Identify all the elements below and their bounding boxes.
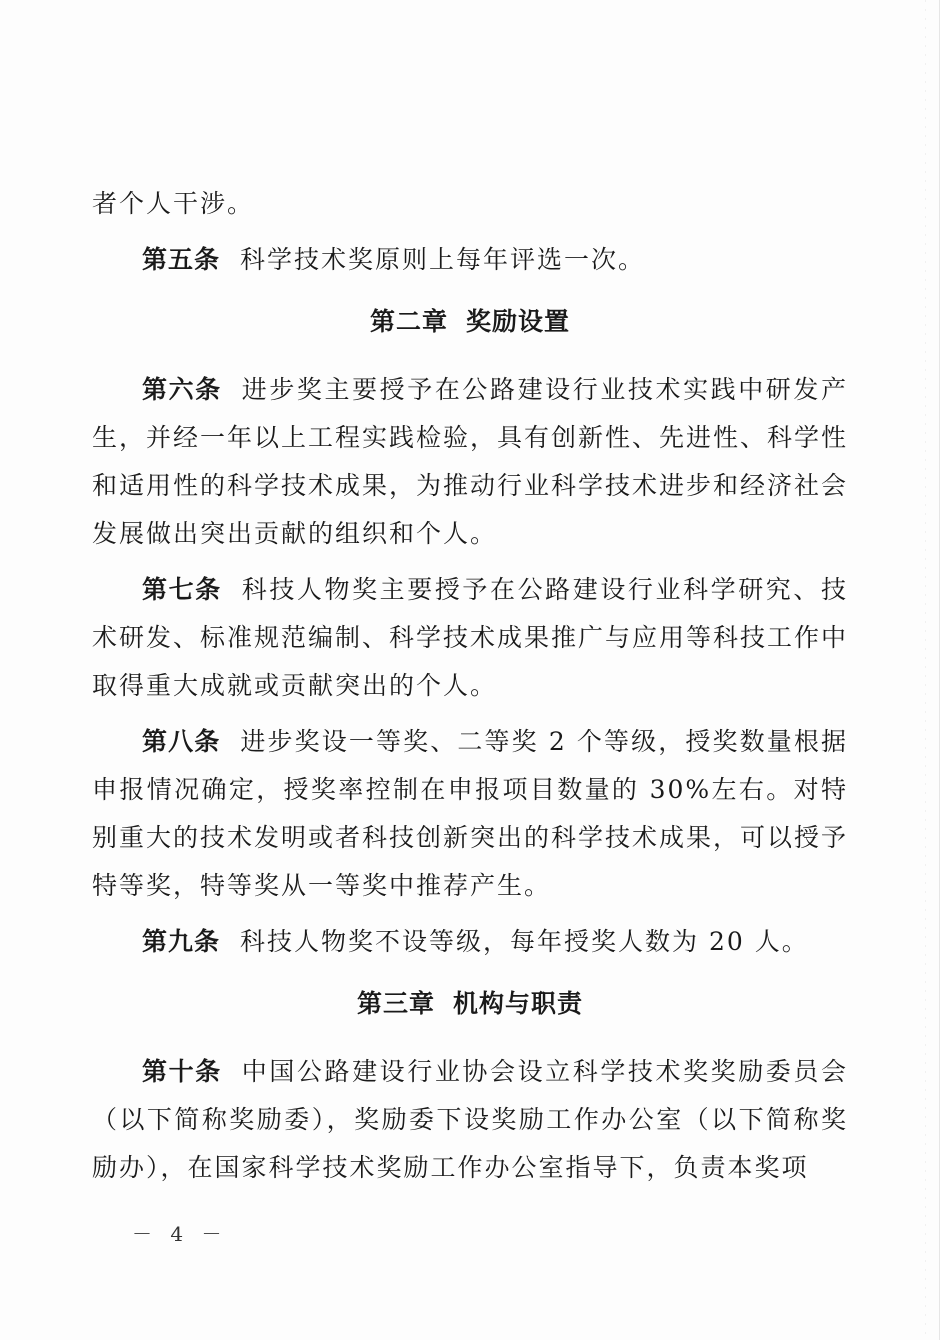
article-6-label: 第六条 xyxy=(142,375,222,404)
article-9 xyxy=(92,918,848,966)
article-7-text: 科技人物奖主要授予在公路建设行业科学研究、技术研发、标准规范编制、科学技术成果推广与应用等科技工作中取得重大成就或贡献突出的个人。 xyxy=(92,575,849,700)
article-7 xyxy=(92,566,848,710)
page-number: － 4 － xyxy=(132,1222,228,1246)
article-8 xyxy=(92,718,848,910)
article-10-label: 第十条 xyxy=(142,1057,222,1086)
article-5-label: 第五条 xyxy=(142,245,221,274)
chapter-2-heading xyxy=(92,302,848,342)
article-6-text: 进步奖主要授予在公路建设行业技术实践中研发产生，并经一年以上工程实践检验，具有创新性、先进性、科学性和适用性的科学技术成果，为推动行业科学技术进步和经济社会发展做出突出贡献的组织和个人。 xyxy=(92,375,849,548)
article-6 xyxy=(92,366,848,558)
chapter-2-number: 第二章 xyxy=(369,307,448,336)
article-8-text: 进步奖设一等奖、二等奖 2 个等级，授奖数量根据申报情况确定，授奖率控制在申报项目数量的 30%左右。对特别重大的技术发明或者科技创新突出的科学技术成果，可以授予特等奖，特等奖从一等奖中推荐产生。 xyxy=(92,727,849,900)
article-8-label: 第八条 xyxy=(142,727,221,756)
continuation-paragraph xyxy=(92,180,848,228)
chapter-3-number: 第三章 xyxy=(356,989,435,1018)
article-10-text: 中国公路建设行业协会设立科学技术奖奖励委员会（以下简称奖励委），奖励委下设奖励工作办公室（以下简称奖励办），在国家科学技术奖励工作办公室指导下，负责本奖项 xyxy=(92,1057,848,1182)
scan-edge-marks xyxy=(925,0,926,1340)
continuation-text: 者个人干涉。 xyxy=(92,189,255,218)
article-7-label: 第七条 xyxy=(142,575,222,604)
article-5-text: 科学技术奖原则上每年评选一次。 xyxy=(240,245,646,274)
document-body xyxy=(92,180,848,1192)
chapter-2-title: 奖励设置 xyxy=(466,307,571,336)
article-5 xyxy=(92,236,848,284)
chapter-3-heading xyxy=(92,984,848,1024)
article-9-text: 科技人物奖不设等级，每年授奖人数为 20 人。 xyxy=(240,927,809,956)
article-10 xyxy=(92,1048,848,1192)
chapter-3-title: 机构与职责 xyxy=(453,989,584,1018)
article-9-label: 第九条 xyxy=(142,927,221,956)
